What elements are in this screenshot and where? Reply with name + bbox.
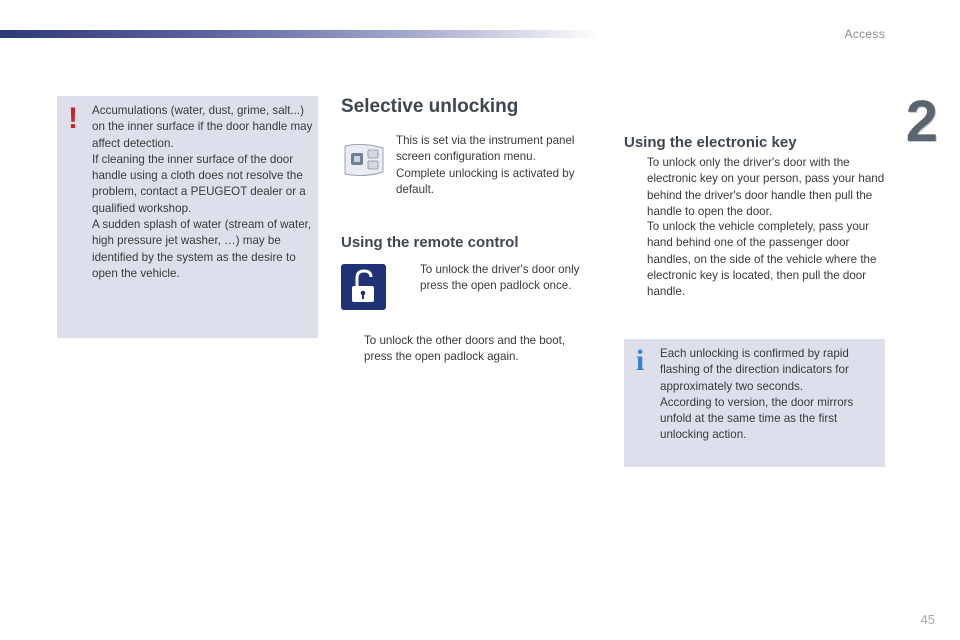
page-number: 45 <box>920 612 935 627</box>
selective-paragraph: This is set via the instrument panel screen configuration menu. <box>396 134 575 164</box>
remote-instruction-item <box>341 333 591 366</box>
warning-text <box>92 103 314 282</box>
section-title: Access <box>844 27 885 41</box>
electronic-instruction-text: To unlock the vehicle completely, pass your hand behind one of the passenger door handles, on the side of the vehicle where the electronic key is located, then pull the door handle. <box>647 220 877 299</box>
info-paragraph: According to version, the door mirrors unfold at the same time as the first unlocking action. <box>660 395 854 442</box>
open-padlock-icon <box>341 264 386 310</box>
warning-paragraph: A sudden splash of water (stream of water, high pressure jet washer, …) may be identified by the system as the desire to open the vehicle. <box>92 218 312 280</box>
electronic-instruction-text: To unlock only the driver's door with the electronic key on your person, pass your hand behind the driver's door handle then pull the handle to open the door. <box>647 156 885 218</box>
warning-paragraph: If cleaning the inner surface of the door handle using a cloth does not resolve the problem, contact a PEUGEOT dealer or a qualified workshop. <box>92 152 306 215</box>
remote-instruction-text: To unlock the driver's door only press the open padlock once. <box>420 263 580 293</box>
info-paragraph: Each unlocking is confirmed by rapid flashing of the direction indicators for approximately two seconds. <box>660 347 849 393</box>
info-text <box>660 346 880 444</box>
selective-paragraph: Complete unlocking is activated by default. <box>396 166 575 196</box>
warning-paragraph: Accumulations (water, dust, grime, salt...) on the inner surface if the door handle may affect detection. <box>92 104 313 150</box>
remote-instruction-item <box>397 262 597 295</box>
info-icon: i <box>635 344 645 377</box>
chapter-number: 2 <box>905 89 938 154</box>
open-padlock-button-illustration <box>341 264 386 310</box>
section-heading-electronic-key: Using the electronic key <box>624 134 797 151</box>
section-heading-remote-control: Using the remote control <box>341 234 519 251</box>
electronic-instruction-item <box>624 155 886 220</box>
exclamation-icon: ! <box>68 102 78 135</box>
selective-description <box>396 133 596 198</box>
remote-instruction-text: To unlock the other doors and the boot, press the open padlock again. <box>364 334 566 364</box>
instrument-panel-controls-icon <box>341 142 386 178</box>
section-heading-selective-unlocking: Selective unlocking <box>341 96 519 117</box>
electronic-instruction-item <box>624 219 886 300</box>
header-color-bar <box>0 30 600 38</box>
